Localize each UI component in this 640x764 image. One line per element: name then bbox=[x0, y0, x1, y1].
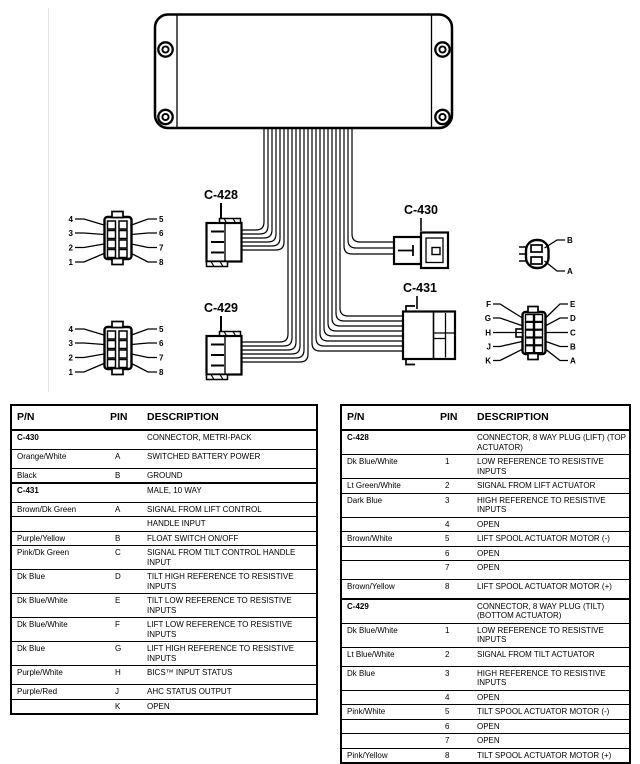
pin-cell: 3 bbox=[438, 666, 475, 690]
pin-label: 2 bbox=[68, 353, 73, 363]
pn-cell bbox=[341, 734, 438, 749]
table-row bbox=[341, 561, 630, 580]
desc-cell: CONNECTOR, 8 WAY PLUG (TILT) (BOTTOM ACTUATOR) bbox=[475, 599, 630, 624]
pn-cell: Dk Blue/White bbox=[341, 623, 438, 647]
pinout-metripack bbox=[519, 236, 573, 276]
desc-cell: CONNECTOR, 8 WAY PLUG (LIFT) (TOP ACTUATOR) bbox=[475, 430, 630, 455]
pn-cell: C-430 bbox=[11, 430, 108, 449]
table-row bbox=[341, 647, 630, 666]
pin-label: 3 bbox=[68, 229, 73, 238]
desc-cell: CONNECTOR, METRI-PACK bbox=[145, 430, 317, 449]
pn-cell: Brown/Dk Green bbox=[11, 502, 108, 517]
table-row bbox=[341, 479, 630, 494]
pin-cell bbox=[108, 483, 145, 502]
pin-label: B bbox=[570, 342, 576, 352]
connector-label-c431: C-431 bbox=[402, 281, 438, 295]
pin-cell bbox=[108, 517, 145, 532]
desc-cell: SIGNAL FROM LIFT CONTROL bbox=[145, 502, 317, 517]
table-row bbox=[341, 705, 630, 720]
pin-cell: B bbox=[108, 468, 145, 483]
connector-c429 bbox=[204, 301, 242, 380]
connector-c430 bbox=[394, 203, 448, 268]
table-header bbox=[11, 405, 317, 430]
desc-cell: MALE, 10 WAY bbox=[145, 483, 317, 502]
pin-cell: C bbox=[108, 546, 145, 570]
pin-cell: B bbox=[108, 531, 145, 546]
pin-cell: 2 bbox=[438, 479, 475, 494]
desc-cell: HIGH REFERENCE TO RESISTIVE INPUTS bbox=[475, 493, 630, 517]
pin-cell bbox=[438, 599, 475, 624]
pin-cell: G bbox=[108, 642, 145, 666]
pn-cell: Purple/White bbox=[11, 666, 108, 685]
pn-cell: Lt Blue/White bbox=[341, 647, 438, 666]
table-row bbox=[11, 483, 317, 502]
table-body bbox=[11, 430, 317, 714]
table-row bbox=[341, 734, 630, 749]
pin-cell: 2 bbox=[438, 647, 475, 666]
pin-cell: 8 bbox=[438, 580, 475, 599]
pin-label: C bbox=[570, 328, 576, 338]
table-row bbox=[11, 468, 317, 483]
connector-c428 bbox=[204, 188, 242, 267]
table-row bbox=[341, 623, 630, 647]
desc-cell: LIFT LOW REFERENCE TO RESISTIVE INPUTS bbox=[145, 618, 317, 642]
table-row bbox=[341, 690, 630, 705]
pn-cell bbox=[341, 546, 438, 561]
table-row bbox=[341, 719, 630, 734]
desc-cell: TILT HIGH REFERENCE TO RESISTIVE INPUTS bbox=[145, 570, 317, 594]
table-header bbox=[341, 405, 630, 430]
pn-cell bbox=[11, 517, 108, 532]
pin-cell: J bbox=[108, 685, 145, 700]
pn-cell: Dk Blue bbox=[11, 570, 108, 594]
pin-cell: E bbox=[108, 594, 145, 618]
pn-cell: C-431 bbox=[11, 483, 108, 502]
desc-cell: TILT SPOOL ACTUATOR MOTOR (+) bbox=[475, 748, 630, 763]
connector-c431 bbox=[403, 281, 455, 365]
pin-label: 5 bbox=[159, 215, 164, 224]
table-row bbox=[11, 642, 317, 666]
pn-cell: Dk Blue bbox=[341, 666, 438, 690]
pin-label: 8 bbox=[159, 368, 164, 377]
table-row bbox=[11, 699, 317, 714]
pn-cell: Black bbox=[11, 468, 108, 483]
pin-cell: 5 bbox=[438, 532, 475, 547]
pinout-8way-bottom bbox=[69, 322, 164, 378]
table-row bbox=[341, 430, 630, 455]
table-row bbox=[11, 502, 317, 517]
table-row bbox=[341, 748, 630, 763]
pin-label: B bbox=[567, 236, 573, 245]
pn-cell: Dark Blue bbox=[341, 493, 438, 517]
desc-cell: SIGNAL FROM TILT ACTUATOR bbox=[475, 647, 630, 666]
controller-module bbox=[155, 15, 452, 129]
pin-label: K bbox=[485, 356, 491, 366]
table-row bbox=[11, 546, 317, 570]
table-row bbox=[11, 449, 317, 468]
pin-cell: 1 bbox=[438, 623, 475, 647]
pin-label: 6 bbox=[159, 229, 164, 238]
pn-cell bbox=[341, 517, 438, 532]
pin-cell: 8 bbox=[438, 748, 475, 763]
column-header-pin: PIN bbox=[438, 405, 475, 430]
pn-cell: Lt Green/White bbox=[341, 479, 438, 494]
table-row bbox=[341, 493, 630, 517]
table bbox=[340, 404, 631, 764]
pin-label: E bbox=[570, 300, 576, 309]
pn-cell bbox=[341, 561, 438, 580]
pin-label: H bbox=[485, 328, 491, 338]
desc-cell: HIGH REFERENCE TO RESISTIVE INPUTS bbox=[475, 666, 630, 690]
pn-cell: Dk Blue/White bbox=[11, 594, 108, 618]
pin-cell bbox=[438, 430, 475, 455]
pin-cell: 5 bbox=[438, 705, 475, 720]
pn-cell bbox=[341, 719, 438, 734]
column-header-pn: P/N bbox=[11, 405, 108, 430]
table-row bbox=[341, 599, 630, 624]
table-row bbox=[11, 618, 317, 642]
wire-harness bbox=[242, 128, 403, 362]
desc-cell: LIFT SPOOL ACTUATOR MOTOR (-) bbox=[475, 532, 630, 547]
pinout-8way-top bbox=[69, 212, 164, 268]
desc-cell: OPEN bbox=[145, 699, 317, 714]
pin-label: 3 bbox=[68, 339, 73, 348]
pin-cell: A bbox=[108, 502, 145, 517]
pin-label: A bbox=[567, 267, 573, 276]
pin-cell: H bbox=[108, 666, 145, 685]
pn-cell: Pink/White bbox=[341, 705, 438, 720]
table-row bbox=[11, 517, 317, 532]
pn-cell: Purple/Yellow bbox=[11, 531, 108, 546]
pin-label: J bbox=[486, 342, 491, 352]
desc-cell: SIGNAL FROM TILT CONTROL HANDLE INPUT bbox=[145, 546, 317, 570]
pn-cell: Dk Blue/White bbox=[11, 618, 108, 642]
desc-cell: OPEN bbox=[475, 690, 630, 705]
table-row bbox=[341, 517, 630, 532]
pin-cell: 4 bbox=[438, 517, 475, 532]
pin-cell: A bbox=[108, 449, 145, 468]
pn-cell: C-428 bbox=[341, 430, 438, 455]
pin-cell bbox=[108, 430, 145, 449]
table-row bbox=[341, 546, 630, 561]
desc-cell: OPEN bbox=[475, 719, 630, 734]
table-row bbox=[11, 666, 317, 685]
pinout-10way bbox=[485, 300, 576, 366]
pin-label: F bbox=[486, 300, 491, 309]
pn-cell: Pink/Yellow bbox=[341, 748, 438, 763]
pn-cell bbox=[341, 690, 438, 705]
pin-cell: F bbox=[108, 618, 145, 642]
pin-label: A bbox=[570, 356, 576, 366]
pin-cell: 3 bbox=[438, 493, 475, 517]
pin-cell: K bbox=[108, 699, 145, 714]
table-row bbox=[341, 580, 630, 599]
table-row bbox=[341, 455, 630, 479]
desc-cell: LIFT SPOOL ACTUATOR MOTOR (+) bbox=[475, 580, 630, 599]
pin-label: 5 bbox=[159, 325, 164, 334]
table-row bbox=[341, 666, 630, 690]
pin-label: G bbox=[484, 314, 491, 323]
pin-label: 1 bbox=[68, 258, 73, 267]
pin-label: 2 bbox=[68, 243, 73, 253]
pn-cell: Pink/Dk Green bbox=[11, 546, 108, 570]
table-body bbox=[341, 430, 630, 763]
desc-cell: LOW REFERENCE TO RESISTIVE INPUTS bbox=[475, 455, 630, 479]
pin-label: D bbox=[570, 314, 576, 323]
desc-cell: FLOAT SWITCH ON/OFF bbox=[145, 531, 317, 546]
connector-label-c429: C-429 bbox=[203, 301, 239, 315]
pn-cell bbox=[11, 699, 108, 714]
pin-label: 8 bbox=[159, 258, 164, 267]
pn-cell: Brown/White bbox=[341, 532, 438, 547]
desc-cell: LOW REFERENCE TO RESISTIVE INPUTS bbox=[475, 623, 630, 647]
pin-cell: 7 bbox=[438, 561, 475, 580]
pin-cell: 4 bbox=[438, 690, 475, 705]
column-header-pn: P/N bbox=[341, 405, 438, 430]
pin-cell: 1 bbox=[438, 455, 475, 479]
desc-cell: TILT LOW REFERENCE TO RESISTIVE INPUTS bbox=[145, 594, 317, 618]
pin-label: 7 bbox=[159, 353, 164, 363]
desc-cell: OPEN bbox=[475, 517, 630, 532]
pin-label: 6 bbox=[159, 339, 164, 348]
pin-label: 4 bbox=[68, 325, 73, 334]
pn-cell: Orange/White bbox=[11, 449, 108, 468]
desc-cell: SWITCHED BATTERY POWER bbox=[145, 449, 317, 468]
pn-cell: Purple/Red bbox=[11, 685, 108, 700]
pin-label: 1 bbox=[68, 368, 73, 377]
desc-cell: OPEN bbox=[475, 734, 630, 749]
table-row bbox=[11, 570, 317, 594]
column-header-description: DESCRIPTION bbox=[145, 405, 317, 430]
desc-cell: SIGNAL FROM LIFT ACTUATOR bbox=[475, 479, 630, 494]
desc-cell: GROUND bbox=[145, 468, 317, 483]
pin-label: 7 bbox=[159, 243, 164, 253]
table-row bbox=[11, 531, 317, 546]
desc-cell: HANDLE INPUT bbox=[145, 517, 317, 532]
pin-cell: 6 bbox=[438, 546, 475, 561]
column-header-pin: PIN bbox=[108, 405, 145, 430]
pin-cell: D bbox=[108, 570, 145, 594]
desc-cell: LIFT HIGH REFERENCE TO RESISTIVE INPUTS bbox=[145, 642, 317, 666]
table-row bbox=[11, 594, 317, 618]
pn-cell: Dk Blue/White bbox=[341, 455, 438, 479]
pinout-table-right bbox=[340, 404, 631, 764]
connector-label-c428: C-428 bbox=[203, 188, 239, 202]
table-row bbox=[341, 532, 630, 547]
desc-cell: TILT SPOOL ACTUATOR MOTOR (-) bbox=[475, 705, 630, 720]
pn-cell: Brown/Yellow bbox=[341, 580, 438, 599]
desc-cell: OPEN bbox=[475, 561, 630, 580]
pinout-table-left bbox=[10, 404, 318, 715]
pin-cell: 7 bbox=[438, 734, 475, 749]
pn-cell: C-429 bbox=[341, 599, 438, 624]
connector-label-c430: C-430 bbox=[403, 203, 439, 217]
pn-cell: Dk Blue bbox=[11, 642, 108, 666]
pin-label: 4 bbox=[68, 215, 73, 224]
table bbox=[10, 404, 318, 715]
table-row bbox=[11, 685, 317, 700]
desc-cell: BICS™ INPUT STATUS bbox=[145, 666, 317, 685]
desc-cell: OPEN bbox=[475, 546, 630, 561]
table-row bbox=[11, 430, 317, 449]
desc-cell: AHC STATUS OUTPUT bbox=[145, 685, 317, 700]
column-header-description: DESCRIPTION bbox=[475, 405, 630, 430]
pin-cell: 6 bbox=[438, 719, 475, 734]
